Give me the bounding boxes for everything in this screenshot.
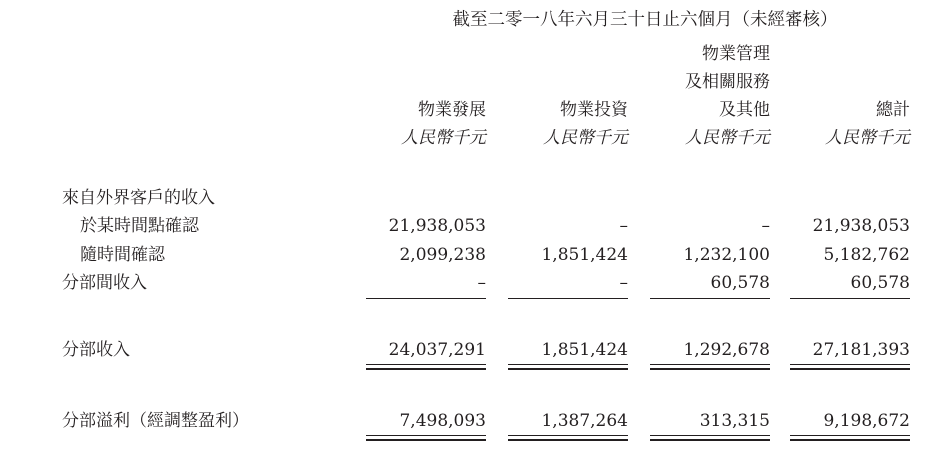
double-rule-bottom <box>790 368 910 370</box>
cell-segment-revenue-total: 27,181,393 <box>812 340 910 360</box>
cell-point-in-time-total: 21,938,053 <box>812 216 910 236</box>
double-rule-bottom <box>366 439 486 441</box>
row-label-over-time: 隨時間確認 <box>80 245 165 265</box>
cell-over-time-development: 2,099,238 <box>399 245 486 265</box>
row-label-external-revenue: 來自外界客戶的收入 <box>62 188 215 208</box>
subtotal-rule <box>366 298 486 299</box>
row-label-point-in-time: 於某時間點確認 <box>80 216 199 236</box>
col-header-property-management-line2: 及相關服務 <box>685 72 770 92</box>
row-label-inter-segment: 分部間收入 <box>62 273 147 293</box>
double-rule-bottom <box>650 439 770 441</box>
double-rule-bottom <box>508 439 628 441</box>
col-unit-total: 人民幣千元 <box>825 128 910 148</box>
col-header-property-management-line3: 及其他 <box>719 100 770 120</box>
cell-inter-segment-management: 60,578 <box>710 273 770 293</box>
col-header-property-investment: 物業投資 <box>560 100 628 120</box>
col-unit-property-investment: 人民幣千元 <box>543 128 628 148</box>
double-rule-top <box>366 435 486 436</box>
double-rule-top <box>508 435 628 436</box>
subtotal-rule <box>650 298 770 299</box>
double-rule-top <box>508 364 628 365</box>
cell-point-in-time-management: – <box>761 216 770 236</box>
cell-segment-profit-management: 313,315 <box>699 411 770 431</box>
double-rule-bottom <box>508 368 628 370</box>
cell-inter-segment-development: – <box>477 273 486 293</box>
cell-segment-profit-investment: 1,387,264 <box>541 411 628 431</box>
double-rule-top <box>650 364 770 365</box>
cell-inter-segment-total: 60,578 <box>850 273 910 293</box>
col-header-property-development: 物業發展 <box>418 100 486 120</box>
double-rule-top <box>790 435 910 436</box>
double-rule-top <box>366 364 486 365</box>
cell-inter-segment-investment: – <box>619 273 628 293</box>
cell-segment-revenue-development: 24,037,291 <box>388 340 486 360</box>
double-rule-bottom <box>790 439 910 441</box>
double-rule-top <box>650 435 770 436</box>
double-rule-bottom <box>650 368 770 370</box>
cell-point-in-time-investment: – <box>619 216 628 236</box>
cell-over-time-total: 5,182,762 <box>823 245 910 265</box>
subtotal-rule <box>790 298 910 299</box>
col-unit-property-management: 人民幣千元 <box>685 128 770 148</box>
double-rule-bottom <box>366 368 486 370</box>
cell-segment-revenue-investment: 1,851,424 <box>541 340 628 360</box>
cell-segment-profit-development: 7,498,093 <box>399 411 486 431</box>
row-label-segment-revenue: 分部收入 <box>62 340 130 360</box>
col-header-property-management-line1: 物業管理 <box>702 44 770 64</box>
cell-over-time-management: 1,232,100 <box>683 245 770 265</box>
cell-over-time-investment: 1,851,424 <box>541 245 628 265</box>
double-rule-top <box>790 364 910 365</box>
cell-segment-profit-total: 9,198,672 <box>823 411 910 431</box>
cell-point-in-time-development: 21,938,053 <box>388 216 486 236</box>
col-unit-property-development: 人民幣千元 <box>401 128 486 148</box>
cell-segment-revenue-management: 1,292,678 <box>683 340 770 360</box>
period-header: 截至二零一八年六月三十日止六個月（未經審核） <box>452 10 838 30</box>
col-header-total: 總計 <box>876 100 910 120</box>
row-label-segment-profit: 分部溢利（經調整盈利） <box>62 411 249 431</box>
subtotal-rule <box>508 298 628 299</box>
